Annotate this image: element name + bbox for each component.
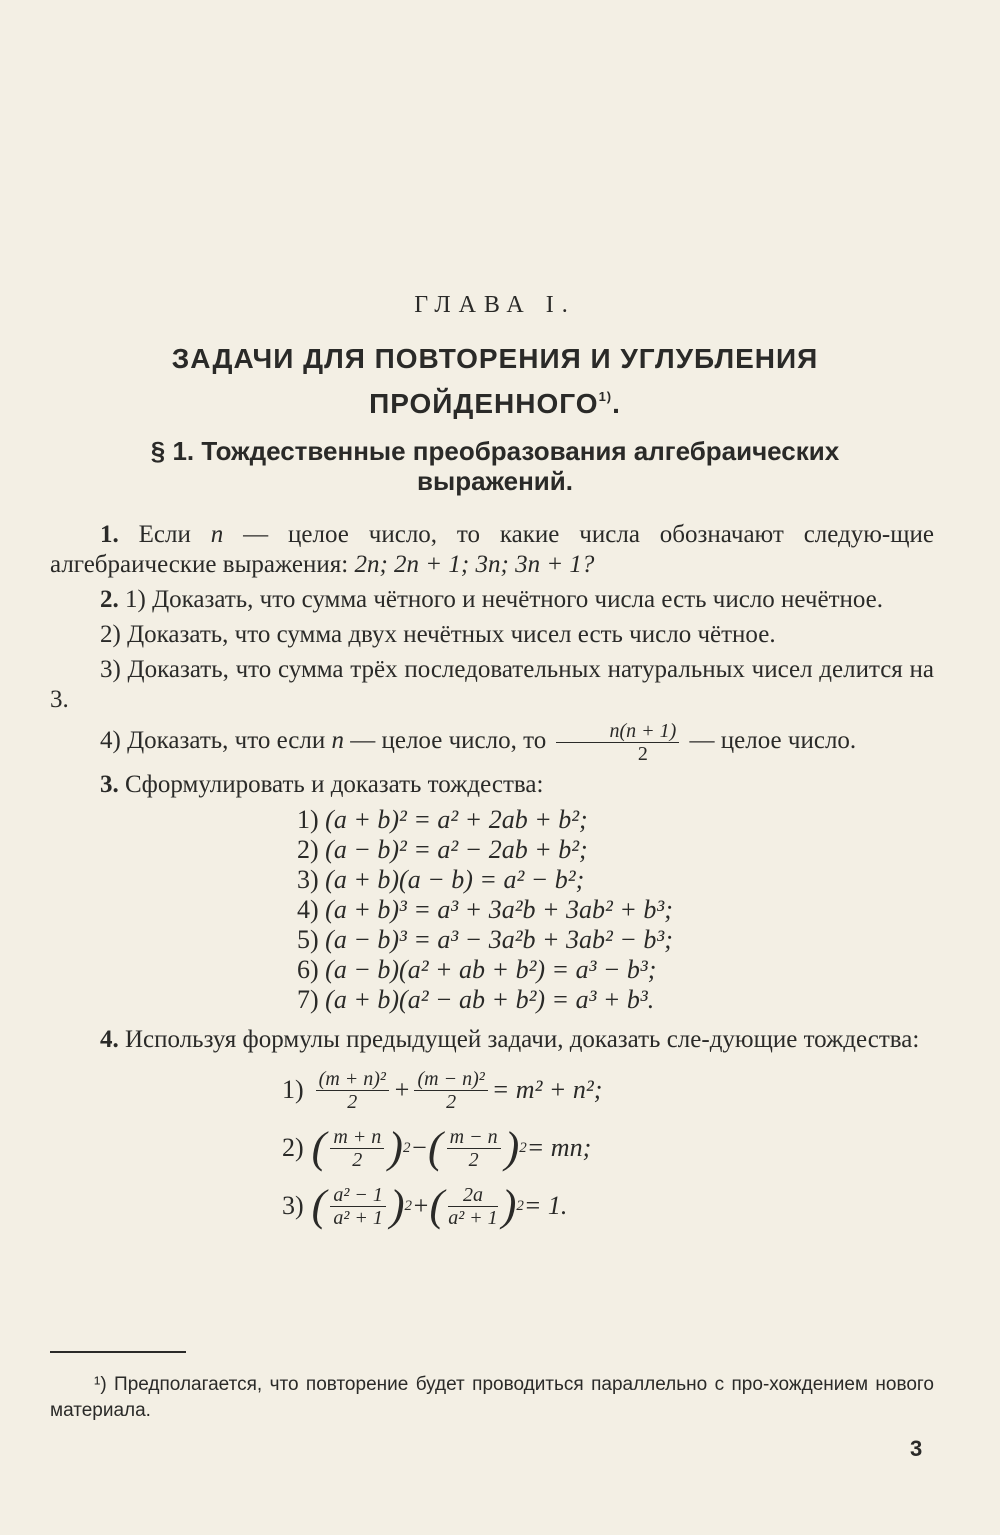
fraction-denominator: 2: [352, 1148, 363, 1171]
fraction-denominator: 2: [637, 743, 648, 765]
problem-number: 3.: [100, 771, 119, 798]
identity-index: 1): [282, 1075, 304, 1104]
math-variable: n: [210, 521, 224, 548]
operator: +: [392, 1075, 411, 1104]
problem-text: 4) Доказать, что если: [100, 727, 332, 755]
problem-text: 1) Доказать, что сумма чётного и нечётного числа есть число нечётное.: [118, 586, 884, 613]
identity-index: 4): [297, 895, 319, 924]
right-hand-side: = 1.: [523, 1191, 568, 1220]
identity-formula: (a − b)(a² + ab + b²) = a³ − b³;: [325, 955, 657, 984]
problem-2-part-4: [50, 720, 934, 765]
footnote-divider: [50, 1351, 186, 1353]
identity-formula: (a − b)³ = a³ − 3a²b + 3ab² − b³;: [325, 925, 673, 954]
identity-index: 5): [297, 925, 319, 954]
identity-index: 7): [297, 985, 319, 1014]
fraction-numerator: m − n: [447, 1126, 501, 1149]
problem-text: — целое число, то: [343, 727, 553, 755]
identity-index: 2): [282, 1133, 304, 1162]
chapter-title-line-1: ЗАДАЧИ ДЛЯ ПОВТОРЕНИЯ И УГЛУБЛЕНИЯ: [171, 343, 819, 374]
identity-index: 3): [282, 1191, 304, 1220]
exponent: 2: [519, 1140, 527, 1156]
fraction: [556, 720, 679, 765]
problem-text: — целое число.: [683, 727, 857, 755]
identity-list: [297, 805, 934, 1015]
chapter-title: [0, 340, 990, 423]
exponent: 2: [402, 1140, 411, 1156]
fraction-denominator: a² + 1: [448, 1206, 498, 1229]
problem-text: Используя формулы предыдущей задачи, доказать сле-дующие тождества:: [118, 1026, 920, 1053]
chapter-title-line-2-text: ПРОЙДЕННОГО: [369, 388, 599, 419]
fraction-identity-list: [282, 1061, 934, 1235]
right-hand-side: = mn;: [526, 1133, 592, 1162]
footnote-mark: ¹): [94, 1374, 107, 1395]
problem-1: [50, 520, 934, 580]
fraction-numerator: (m + n)²: [316, 1068, 389, 1091]
fraction-numerator: m + n: [330, 1126, 384, 1149]
fraction: [448, 1184, 498, 1229]
footnote-text: Предполагается, что повторение будет проводиться параллельно с про-хождением нового материала.: [50, 1374, 934, 1421]
problem-2-part-2: 2) Доказать, что сумма двух нечётных чисел есть число чётное.: [100, 621, 776, 648]
fraction-numerator: 2a: [448, 1184, 498, 1207]
page-body: [50, 520, 934, 1235]
fraction-numerator: (m − n)²: [414, 1068, 487, 1091]
fraction-identity-1: [282, 1061, 934, 1119]
problem-text: Если: [118, 521, 211, 548]
identity-item: [297, 985, 934, 1015]
fraction-identity-3: 3) ( $\frac{\text{a² − 1}}{\text{a² + 1}}$ ) 2 + ( $\frac{2a}{\text{a² + 1}}$ ) 2 = 1.: [282, 1181, 568, 1230]
right-hand-side: = m² + n²;: [491, 1075, 603, 1104]
identity-item: [297, 805, 934, 835]
identity-index: 1): [297, 805, 319, 834]
footnote-reference: 1): [598, 389, 613, 404]
fraction-denominator: 2: [468, 1148, 479, 1171]
problem-3: [50, 770, 934, 800]
footnote: [50, 1372, 934, 1424]
section-title: [60, 436, 930, 496]
fraction: [330, 1126, 384, 1171]
fraction-numerator: a² − 1: [330, 1184, 386, 1207]
operator: −: [410, 1133, 428, 1162]
section-title-line-2: выражений.: [417, 466, 573, 496]
problem-text: Сформулировать и доказать тождества:: [118, 771, 544, 798]
identity-item: [297, 925, 934, 955]
problem-2-part-1: [50, 585, 934, 615]
exponent: 2: [516, 1198, 524, 1214]
exponent: 2: [404, 1198, 412, 1214]
problem-number: 2.: [100, 586, 119, 613]
fraction: [330, 1184, 386, 1229]
problem-2-part-3: 3) Доказать, что сумма трёх последовательных натуральных чисел делится на 3.: [50, 656, 934, 713]
identity-item: [297, 865, 934, 895]
fraction-denominator: 2: [347, 1090, 358, 1113]
identity-formula: (a + b)(a − b) = a² − b²;: [325, 865, 585, 894]
fraction: [447, 1126, 501, 1171]
chapter-title-line-2: ПРОЙДЕННОГО$^{1)}$.: [369, 388, 621, 419]
problem-number: 1.: [100, 521, 119, 548]
identity-item: [297, 895, 934, 925]
page-number: 3: [910, 1436, 923, 1461]
identity-index: 6): [297, 955, 319, 984]
fraction-denominator: a² + 1: [333, 1206, 383, 1229]
fraction-numerator: n(n + 1): [556, 720, 679, 743]
identity-item: [297, 835, 934, 865]
fraction-identity-2: 2) ( $\frac{m + n}{2}$ ) 2 − ( $\frac{m - n}{2}$ ) 2 = mn;: [282, 1123, 592, 1172]
section-title-line-1: § 1. Тождественные преобразования алгебраических: [150, 436, 840, 466]
identity-item: [297, 955, 934, 985]
identity-formula: (a + b)(a² − ab + b²) = a³ + b³.: [325, 985, 655, 1014]
fraction: [414, 1068, 487, 1113]
identity-formula: (a + b)³ = a³ + 3a²b + 3ab² + b³;: [325, 895, 673, 924]
identity-formula: (a − b)² = a² − 2ab + b²;: [325, 835, 588, 864]
identity-index: 2): [297, 835, 319, 864]
operator: +: [411, 1191, 430, 1220]
problem-number: 4.: [100, 1026, 119, 1053]
math-variable: n: [331, 727, 344, 755]
fraction-denominator: 2: [446, 1090, 457, 1113]
math-expression: 2n; 2n + 1; 3n; 3n + 1?: [354, 551, 595, 578]
identity-index: 3): [297, 865, 319, 894]
problem-text: — целое число, то какие числа обозначают следую-щие алгебраические выражения:: [50, 521, 934, 578]
chapter-label: ГЛАВА I.: [414, 292, 576, 318]
identity-formula: (a + b)² = a² + 2ab + b²;: [325, 805, 588, 834]
problem-4: [50, 1025, 934, 1055]
fraction: [316, 1068, 389, 1113]
